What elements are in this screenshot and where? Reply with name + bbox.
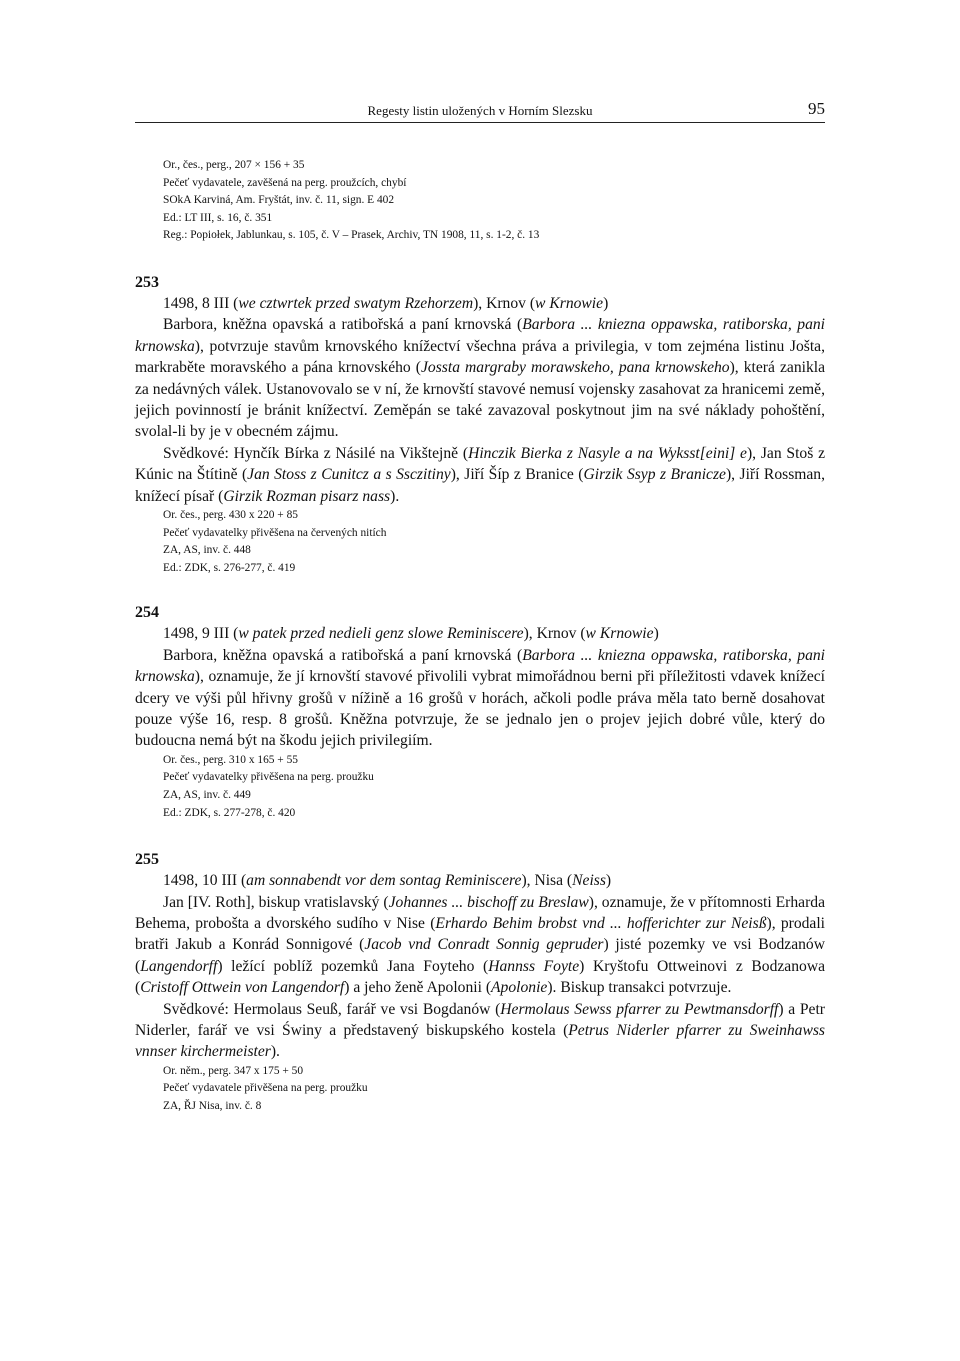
text-run: ) ležící poblíž pozemků Jana Foyteho ( [217, 957, 489, 975]
document-page [135, 100, 825, 1116]
text-run: ). Biskup transakci potvrzuje. [547, 979, 732, 997]
text-run: ), která zanikla za nedávných válek. Ustanovovalo se v ní, že krnovští stavové nemusí vojensky zasahovat za hranicemi země, jejich povinností je bránit knížectví. Zeměpán se také zavazoval poskytnout jim na své náklady pohoštění, svolal-li by je v obecném zájmu. [135, 359, 826, 441]
text-run: ), oznamuje, že jí krnovští stavové přivolili vybrat mimořádnou berni při příležitosti vdavek knížecí dcery ve výši půl hřivny grošů v nížině a 16 grošů v horách, ačkoli podle práva měla tato berně dosahovat pouze výše 16, resp. 8 grošů. Kněžna potvrzuje, že se jednalo jen o projev jejich dobré vůle, který do budoucna nemá být na škodu jejich privilegiím. [135, 668, 825, 750]
italic-quote: Johannes ... bischoff zu Breslaw [388, 893, 589, 911]
entry-253 [135, 273, 825, 577]
italic-quote: Hermolaus Sewss pfarrer zu Pewtmansdorff [500, 1000, 779, 1018]
page-number: 95 [808, 99, 825, 118]
text-run: ), prodali bratři Jakub a Konrád Sonnigové ( [135, 915, 825, 954]
text-run: Jan [IV. Roth], biskup vratislavský ( [163, 893, 389, 911]
entry-254 [135, 603, 825, 822]
text-run: Svědkové: Hermolaus Seuß, farář ve vsi Bogdanów ( [163, 1000, 501, 1018]
italic-quote: Barbora ... kniezna oppawska, ratiborska, pani krnowska [135, 646, 825, 686]
meta-line: Pečeť vydavatele přivěšena na perg. proužku [163, 1082, 368, 1095]
entry-paragraph [135, 443, 825, 507]
text-run: ), Jan Stoš z Kúnic na Štítině ( [135, 444, 825, 484]
italic-quote: Girzik Ssyp z Branicze [583, 466, 726, 484]
meta-line: Ed.: ZDK, s. 276-277, č. 419 [163, 561, 296, 574]
text-run: ), Krnov ( [473, 294, 536, 312]
text-run: ) a jeho ženě Apolonii ( [344, 979, 492, 997]
entry-number: 253 [135, 273, 159, 291]
text-run: Barbora, kněžna opavská a ratibořská a paní krnovská ( [163, 316, 523, 334]
italic-quote: w Krnowie [535, 294, 604, 312]
entry-dateline [135, 623, 825, 644]
text-run: 1498, 9 III ( [163, 625, 239, 643]
text-run: ). [390, 487, 400, 505]
text-run: ), Jiří Šíp z Branice ( [450, 466, 584, 484]
italic-quote: Neiss [572, 872, 606, 890]
meta-line: SOkA Karviná, Am. Fryštát, inv. č. 11, sign. E 402 [163, 194, 395, 207]
text-run: ), Jiří Rossman, knížecí písař ( [135, 466, 826, 505]
italic-quote: Hinczik Bierka z Nasyle a na Wyksst[eini] e [468, 444, 747, 462]
italic-quote: Barbora ... kniezna oppawska, ratiborska, pani krnowska [135, 316, 825, 355]
entry-meta [135, 1063, 825, 1116]
italic-quote: Petrus Niderler pfarrer zu Sweinhawss vnnser kirchermeister [135, 1022, 826, 1061]
italic-quote: am sonnabendt vor dem sontag Reminiscere [246, 872, 522, 890]
meta-line: Ed.: ZDK, s. 277-278, č. 420 [163, 806, 296, 819]
text-run: ), Krnov ( [523, 625, 586, 643]
italic-quote: Cristoff Ottwein von Langendorf [140, 979, 345, 997]
entry-paragraph [135, 314, 825, 442]
text-run: ), oznamuje, že v přítomnosti Erharda Behema, probošta a dvorského sudího v Nise ( [135, 893, 825, 933]
italic-quote: Jossta margraby morawskeho, pana krnowskeho [421, 359, 730, 377]
entry-dateline [135, 293, 825, 314]
text-run: Svědkové: Hynčík Bírka z Násilé na Vikštejně ( [163, 444, 469, 462]
entry-255 [135, 850, 825, 1115]
italic-quote: Langendorff [140, 957, 218, 975]
entry-number: 254 [135, 604, 159, 622]
text-run: 1498, 10 III ( [163, 872, 247, 890]
entry-paragraph [135, 645, 825, 752]
text-run: ) [603, 294, 609, 312]
meta-line: ZA, ŘJ Nisa, inv. č. 8 [163, 1100, 262, 1113]
italic-quote: we cztwrtek przed swatym Rzehorzem [238, 294, 474, 312]
entry-meta [135, 752, 825, 822]
text-run: ) a Petr Niderler, farář ve vsi Świny a představený biskupského kostela ( [135, 1000, 825, 1040]
text-run: ) [653, 625, 659, 643]
text-run: ) Kryštofu Ottweinovi z Bodzanowa ( [135, 957, 825, 997]
meta-line: Pečeť vydavatelky přivěšena na perg. proužku [163, 771, 374, 784]
italic-quote: Hannss Foyte [488, 957, 580, 975]
meta-line: Or., čes., perg., 207 × 156 + 35 [163, 159, 305, 171]
running-title: Regesty listin uložených v Horním Slezsku [367, 103, 593, 118]
meta-line: Reg.: Popiołek, Jablunkau, s. 105, č. V – Prasek, Archiv, TN 1908, 11, s. 1-2, č. 13 [163, 229, 540, 242]
text-run: ), potvrzuje stavům krnovského knížectví všechna práva a privilegia, v tom zejména listinu Jošta, markraběte moravského a pána krnovského ( [135, 337, 825, 377]
meta-line: Pečeť vydavatele, zavěšená na perg. proužcích, chybí [163, 176, 407, 189]
italic-quote: w Krnowie [585, 625, 654, 643]
text-run: ) [605, 872, 612, 890]
text-run: ). [270, 1043, 280, 1061]
meta-line: Or. čes., perg. 430 x 220 + 85 [163, 509, 298, 522]
italic-quote: Jacob vnd Conradt Sonnig gepruder [364, 936, 604, 954]
entry-dateline [135, 870, 825, 891]
entry-number: 255 [135, 851, 159, 869]
italic-quote: Girzik Rozman pisarz nass [223, 487, 391, 505]
entry-paragraph [135, 892, 825, 999]
entry-meta [135, 507, 825, 577]
top-meta-block [135, 157, 825, 245]
text-run: ), Nisa ( [521, 872, 573, 890]
italic-quote: Apolonie [491, 979, 548, 997]
text-run: ) jisté pozemky ve vsi Bodzanów ( [135, 936, 825, 975]
text-run: 1498, 8 III ( [163, 294, 239, 312]
italic-quote: Erhardo Behim brobst vnd ... hofferichter zur Neisß [435, 915, 767, 933]
meta-line: Or. čes., perg. 310 x 165 + 55 [163, 753, 298, 766]
meta-line: Or. něm., perg. 347 x 175 + 50 [163, 1064, 304, 1077]
italic-quote: w patek przed nedieli genz slowe Reminiscere [238, 625, 524, 643]
meta-line: ZA, AS, inv. č. 448 [163, 544, 251, 557]
entry-paragraph [135, 999, 825, 1063]
text-run: Barbora, kněžna opavská a ratibořská a paní krnovská ( [163, 646, 523, 664]
meta-line: ZA, AS, inv. č. 449 [163, 789, 251, 802]
italic-quote: Jan Stoss z Cunitcz a s Ssczitiny [247, 466, 451, 484]
running-header [135, 100, 825, 123]
meta-line: Pečeť vydavatelky přivěšena na červených nitích [163, 526, 387, 539]
meta-line: Ed.: LT III, s. 16, č. 351 [163, 211, 273, 224]
